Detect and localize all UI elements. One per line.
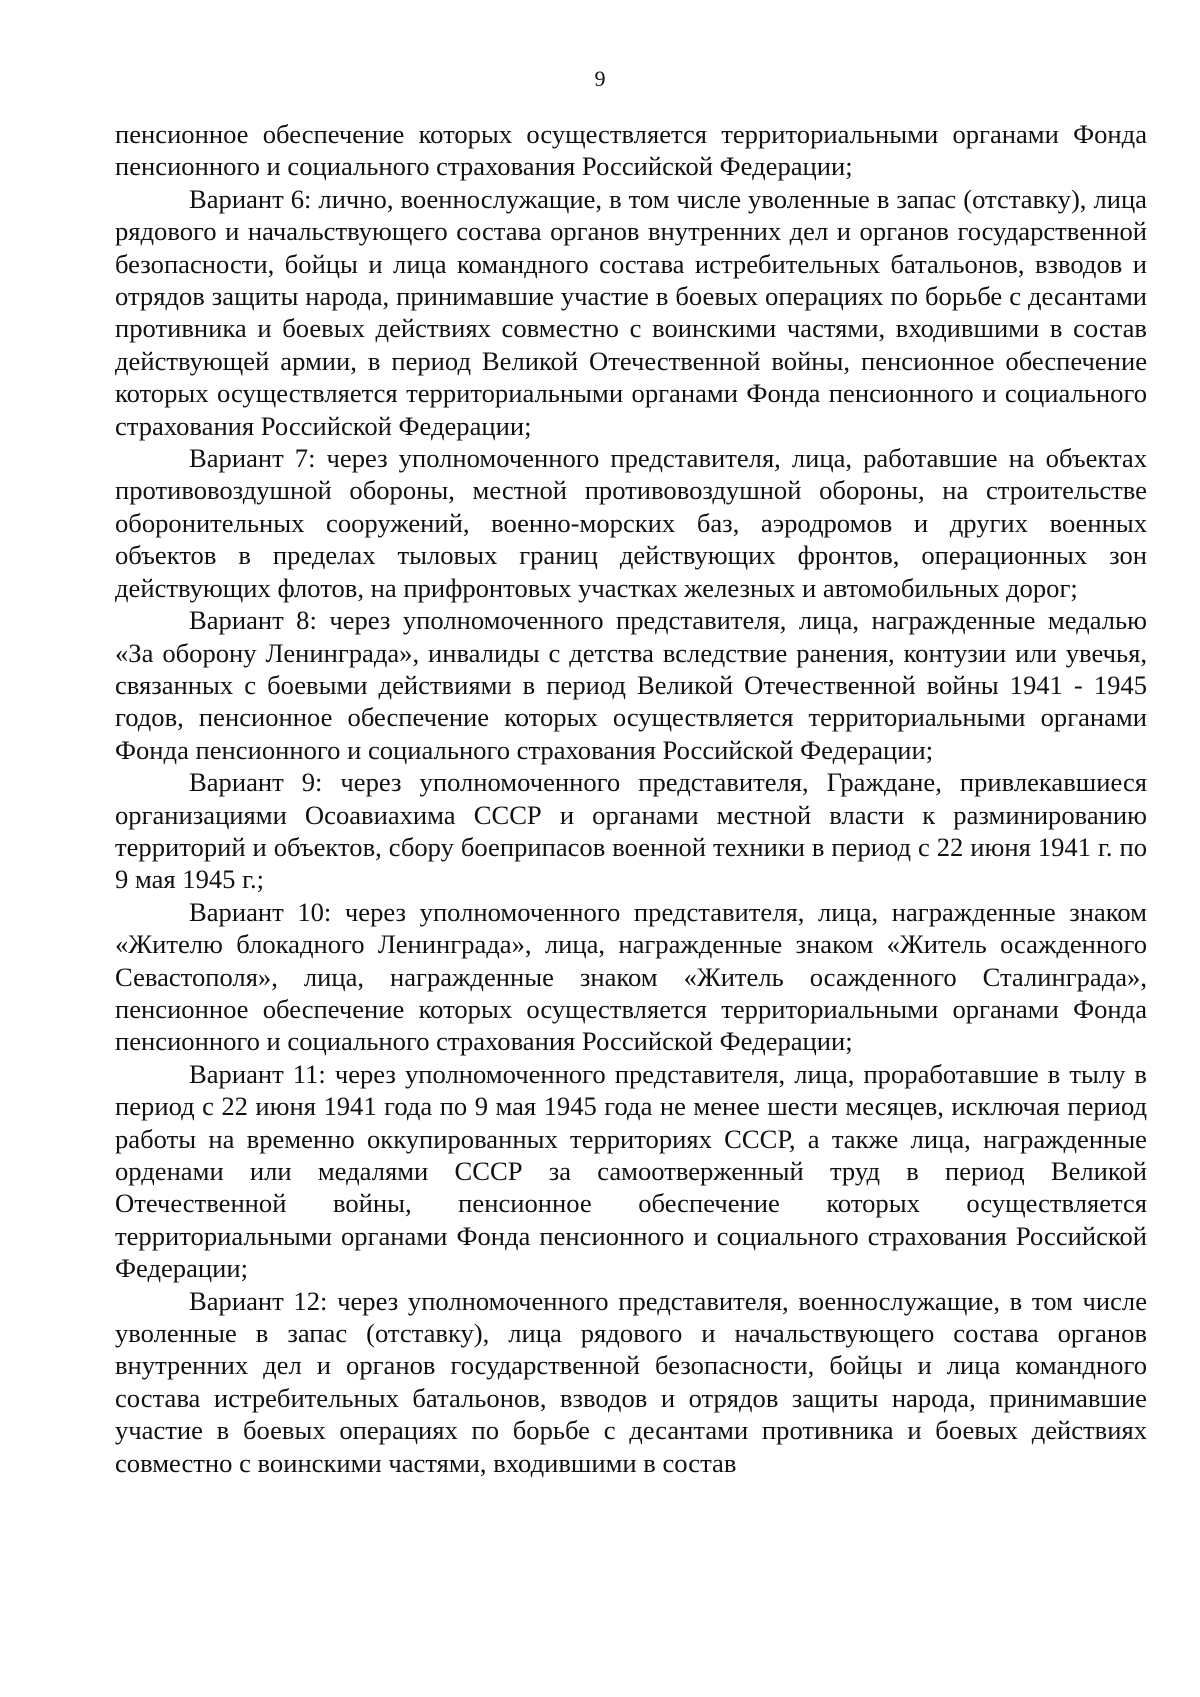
paragraph-variant-8: Вариант 8: через уполномоченного представителя, лица, награжденные медалью «За оборону Ленинграда», инвалиды с детства вследствие ранения, контузии или увечья, связанных с боевыми действиями в период Великой Отечественной войны 1941 - 1945 годов, пенсионное обеспечение которых осуществляется территориальными органами Фонда пенсионного и социального страхования Российской Федерации;: [115, 605, 1147, 765]
paragraph-variant-10: Вариант 10: через уполномоченного представителя, лица, награжденные знаком «Жителю блокадного Ленинграда», лица, награжденные знаком «Житель осажденного Севастополя», лица, награжденные знаком «Житель осажденного Сталинграда», пенсионное обеспечение которых осуществляется территориальными органами Фонда пенсионного и социального страхования Российской Федерации;: [115, 896, 1147, 1057]
paragraph-variant-7: Вариант 7: через уполномоченного представителя, лица, работавшие на объектах противовоздушной обороны, местной противовоздушной обороны, на строительстве оборонительных сооружений, военно-морских баз, аэродромов и других военных объектов в пределах тыловых границ действующих фронтов, операционных зон действующих флотов, на прифронтовых участках железных и автомобильных дорог;: [115, 443, 1147, 603]
document-body: [115, 118, 1147, 1479]
page-number: 9: [594, 66, 606, 91]
paragraph-variant-11: Вариант 11: через уполномоченного представителя, лица, проработавшие в тылу в период с 22 июня 1941 года по 9 мая 1945 года не менее шести месяцев, исключая период работы на временно оккупированных территориях СССР, а также лица, награжденные орденами или медалями СССР за самоотверженный труд в период Великой Отечественной войны, пенсионное обеспечение которых осуществляется территориальными органами Фонда пенсионного и социального страхования Российской Федерации;: [115, 1058, 1147, 1284]
paragraph-variant-12: Вариант 12: через уполномоченного представителя, военнослужащие, в том числе уволенные в запас (отставку), лица рядового и начальствующего состава органов внутренних дел и органов государственной безопасности, бойцы и лица командного состава истребительных батальонов, взводов и отрядов защиты народа, принимавшие участие в боевых операциях по борьбе с десантами противника и боевых действиях совместно с воинскими частями, входившими в состав: [115, 1285, 1147, 1478]
paragraph-variant-9: Вариант 9: через уполномоченного представителя, Граждане, привлекавшиеся организациями Осоавиахима СССР и органами местной власти к разминированию территорий и объектов, сбору боеприпасов военной техники в период с 22 июня 1941 г. по 9 мая 1945 г.;: [115, 767, 1147, 895]
paragraph-variant-6: Вариант 6: лично, военнослужащие, в том числе уволенные в запас (отставку), лица рядового и начальствующего состава органов внутренних дел и органов государственной безопасности, бойцы и лица командного состава истребительных батальонов, взводов и отрядов защиты народа, принимавшие участие в боевых операциях по борьбе с десантами противника и боевых действиях совместно с воинскими частями, входившими в состав действующей армии, в период Великой Отечественной войны, пенсионное обеспечение которых осуществляется территориальными органами Фонда пенсионного и социального страхования Российской Федерации;: [115, 183, 1147, 441]
paragraph-continuation: пенсионное обеспечение которых осуществляется территориальными органами Фонда пенсионного и социального страхования Российской Федерации;: [115, 119, 1147, 182]
